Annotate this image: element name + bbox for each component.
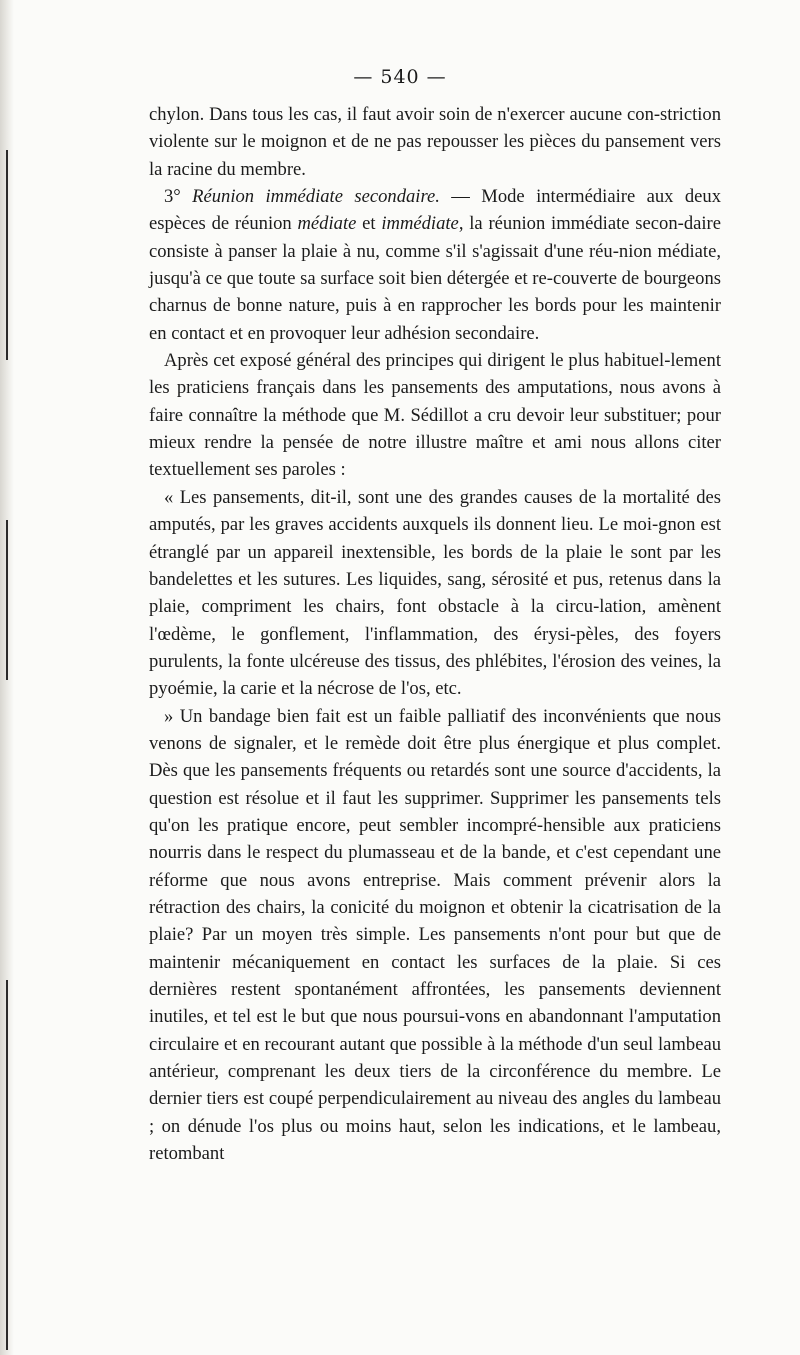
paragraph-reunion-immediate-secondaire xyxy=(149,183,721,347)
paragraph-text: » Un bandage bien fait est un faible palliatif des inconvénients que nous venons de signaler, et le remède doit être plus énergique et plus complet. Dès que les pansements fréquents ou retardés sont une source d'accidents, la question est résolue et il faut les supprimer. Supprimer les pansements tels qu'on les pratique encore, peut sembler incompré-hensible aux praticiens nourris dans le respect du plumasseau et de la bande, et c'est cependant une réforme que nous avons entreprise. Mais comment prévenir alors la rétraction des chairs, la conicité du moignon et obtenir la cicatrisation de la plaie? Par un moyen très simple. Les pansements n'ont pour but que de maintenir mécaniquement en contact les surfaces de la plaie. Si ces dernières restent spontanément affrontées, les pansements deviennent inutiles, et tel est le but que nous poursui-vons en abandonnant l'amputation circulaire et en recourant autant que possible à la méthode d'un seul lambeau antérieur, comprenant les deux tiers de la circonférence du membre. Le dernier tiers est coupé perpendiculairement au niveau des angles du lambeau ; on dénude l'os plus ou moins haut, selon les indications, et le lambeau, retombant xyxy=(149,705,721,1165)
section-title: Réunion immédiate secondaire. xyxy=(192,186,440,208)
paragraph-text: « Les pansements, dit-il, sont une des grandes causes de la mortalité des amputés, par les graves accidents auxquels ils donnent lieu. Le moi-gnon est étranglé par un appareil inextensible, les bords de la plaie le sont par les bandelettes et les sutures. Les liquides, sang, sérosité et pus, retenus dans la plaie, compriment les chairs, font obstacle à la circu-lation, amènent l'œdème, le gonflement, l'inflammation, des érysi-pèles, des foyers purulents, la fonte ulcéreuse des tissus, des phlébites, l'érosion des veines, la pyoémie, la carie et la nécrose de l'os, etc. xyxy=(149,486,721,700)
paragraph-text: , la réunion immédiate secon-daire consiste à panser la plaie à nu, comme s'il s'agissait d'une réu-nion médiate, jusqu'à ce que toute sa surface soit bien détergée et re-couverte de bourgeons charnus de bonne nature, puis à en rapprocher les bords pour les maintenir en contact et en provoquer leur adhésion secondaire. xyxy=(149,213,721,344)
emphasis-term: immédiate xyxy=(381,213,459,235)
gutter-shadow-line xyxy=(6,520,8,680)
gutter-shadow-line xyxy=(6,150,8,360)
paragraph-quote-bandage xyxy=(149,703,721,1168)
paragraph-continuation xyxy=(149,101,721,183)
body-text xyxy=(149,101,721,1167)
paragraph-text: Après cet exposé général des principes qui dirigent le plus habituel-lement les praticiens français dans les pansements des amputations, nous avons à faire connaître la méthode que M. Sédillot a cru devoir leur substituer; pour mieux rendre la pensée de notre illustre maître et ami nous allons citer textuellement ses paroles : xyxy=(149,350,721,481)
paragraph-methode-sedillot xyxy=(149,347,721,484)
paragraph-text: et xyxy=(356,213,382,235)
paragraph-text: chylon. Dans tous les cas, il faut avoir soin de n'exercer aucune con-striction violente sur le moignon et de ne pas repousser les pièces du pansement vers la racine du membre. xyxy=(149,104,721,180)
paragraph-quote-pansements xyxy=(149,484,721,703)
section-number: 3° xyxy=(164,186,193,208)
emphasis-term: médiate xyxy=(297,213,357,235)
paragraph-text: — Mode intermédiaire aux deux espèces de réunion xyxy=(149,186,721,235)
gutter-shadow-line xyxy=(6,980,8,1350)
page-number: — 540 — xyxy=(353,66,447,88)
binding-gutter xyxy=(0,0,14,1355)
